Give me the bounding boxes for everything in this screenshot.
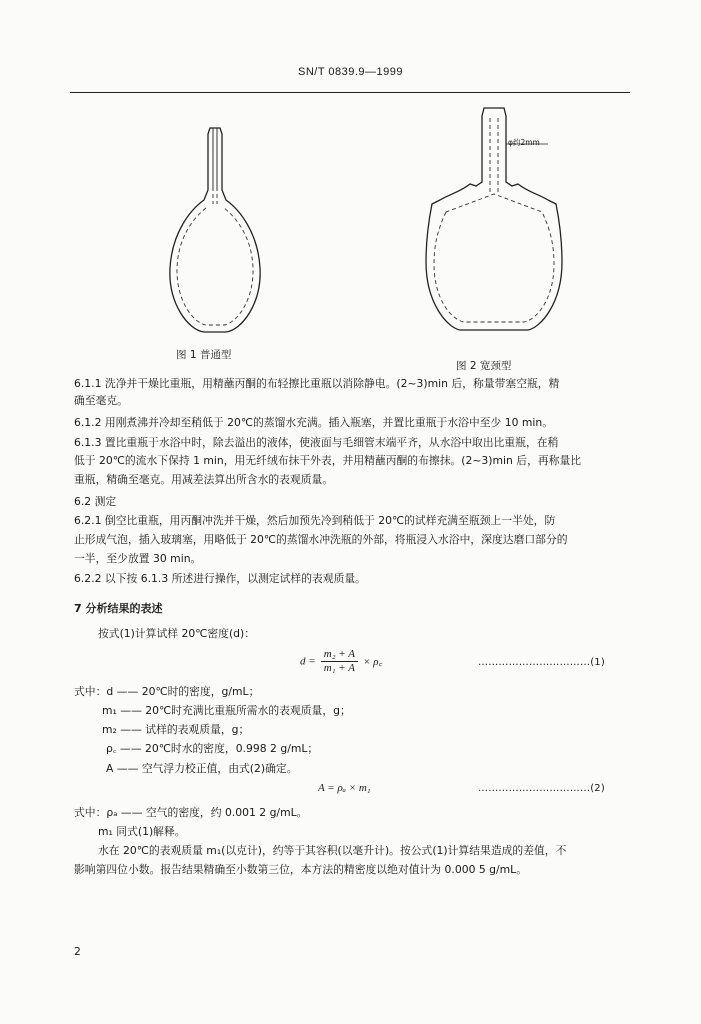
def-m2: m₂ —— 试样的表观质量，g； (102, 723, 250, 736)
para-6-2-1-line2: 止形成气泡，插入玻璃塞，用略低于 20℃的蒸馏水冲洗瓶的外部，将瓶浸入水浴中，深度达磨口部分的 (74, 533, 568, 546)
para-6-1-1-line1: 6.1.1 洗净并干燥比重瓶，用精蘸丙酮的布轻擦比重瓶以消除静电。(2~3)min 后，称量带塞空瓶，精 (74, 377, 560, 390)
para-6-2-2: 6.2.2 以下按 6.1.3 所述进行操作，以测定试样的表观质量。 (74, 572, 366, 585)
formula-1-numerator: m₂ + A (321, 648, 358, 662)
section-7-title: 7 分析结果的表述 (74, 602, 163, 615)
def-rho-c: ρ꜀ —— 20℃时水的密度，0.998 2 g/mL； (106, 742, 319, 755)
formula-1 (300, 648, 382, 675)
def-a: A —— 空气浮力校正值，由式(2)确定。 (106, 762, 298, 775)
figure-2-caption: 图 2 宽颈型 (456, 360, 512, 372)
figure-2-pycnometer (420, 104, 570, 344)
figure-1-caption: 图 1 普通型 (176, 349, 232, 361)
def-rho-a: 式中：ρₐ —— 空气的密度，约 0.001 2 g/mL。 (74, 806, 308, 819)
figure-1-pycnometer (160, 118, 270, 338)
para-6-2-1-line3: 一半，至少放置 30 min。 (74, 552, 202, 565)
def-d: 式中：d —— 20℃时的密度，g/mL； (74, 685, 260, 698)
para-6-1-3-line1: 6.1.3 置比重瓶于水浴中时，除去溢出的液体，使液面与毛细管末端平齐，从水浴中取出比重瓶，在稍 (74, 436, 559, 449)
page-number: 2 (74, 945, 81, 958)
def-m1-ref: m₁ 同式(1)解释。 (98, 825, 186, 838)
para-6-2-1-line1: 6.2.1 倒空比重瓶，用丙酮冲洗并干燥，然后加预先冷到稍低于 20℃的试样充满至瓶颈上一半处，防 (74, 514, 556, 527)
formula-2: A = ρₐ × m₁ (318, 782, 371, 794)
para-6-1-3-line3: 重瓶，精确至毫克。用减差法算出所含水的表观质量。 (74, 473, 334, 486)
formula-1-lhs: d = (300, 655, 316, 668)
formula-intro: 按式(1)计算试样 20℃密度(d)： (98, 627, 256, 640)
para-6-1-1-line2: 确至毫克。 (74, 394, 128, 407)
para-6-1-3-line2: 低于 20℃的流水下保持 1 min，用无纤绒布抹干外表，并用精蘸丙酮的布擦抹。(2~3)min 后，再称量比 (74, 454, 582, 467)
formula-1-fraction (321, 648, 358, 675)
figure-2-annotation: φ约2mm (508, 138, 540, 147)
formula-1-rhs: × ρ꜀ (363, 656, 383, 668)
header-rule (70, 92, 630, 93)
note-line1: 水在 20℃的表观质量 m₁(以克计)，约等于其容积(以毫升计)。按公式(1)计算结果造成的差值，不 (98, 844, 567, 857)
para-6-1-2: 6.1.2 用刚煮沸并冷却至稍低于 20℃的蒸馏水充满。插入瓶塞，并置比重瓶于水浴中至少 10 min。 (74, 416, 554, 429)
formula-2-number: ……………………………(2) (478, 783, 605, 794)
document-header: SN/T 0839.9—1999 (297, 66, 404, 78)
formula-1-denominator: m₁ + A (323, 662, 355, 674)
def-m1: m₁ —— 20℃时充满比重瓶所需水的表观质量，g； (102, 704, 351, 717)
note-line2: 影响第四位小数。报告结果精确至小数第三位，本方法的精密度以绝对值计为 0.000 5 g/mL。 (74, 863, 527, 876)
formula-1-number: ……………………………(1) (478, 657, 605, 668)
para-6-2-heading: 6.2 测定 (74, 495, 117, 508)
